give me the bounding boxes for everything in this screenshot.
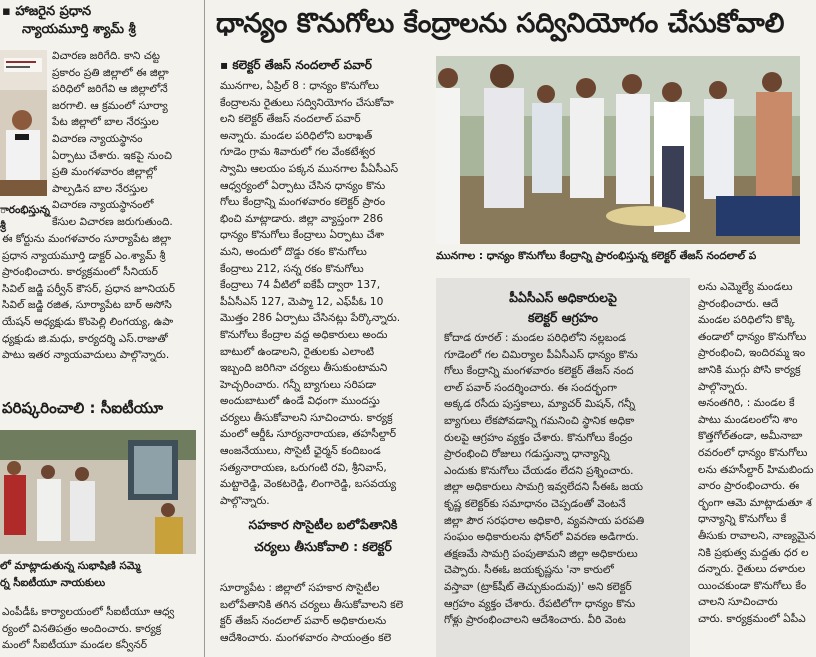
text-line: ఈ కోర్టును మంగళవారం సూర్యాపేట జిల్లా bbox=[2, 233, 171, 245]
text-line: సివిల్ జడ్జి పర్వీన్ కౌసర్, ప్రధాన జూనియర్ bbox=[2, 282, 175, 295]
box-body bbox=[444, 330, 684, 629]
main-photo bbox=[436, 56, 800, 244]
text-line: గోళ్లు ప్రారంభించాలని ఆదేశించారు. వీరి వెంట bbox=[444, 614, 626, 627]
text-line: ప్రకారం ప్రతి జిల్లాలో ఈ జిల్లా bbox=[52, 66, 169, 79]
text-line: ఆదేశించారు. మంగళవారం సాయంత్రం కలె bbox=[220, 631, 392, 644]
text-line: బలోపేతానికి తగిన చర్యలు తీసుకోవాలని కలె bbox=[220, 598, 404, 611]
text-line: చెప్పారు. సీఈఓ జయకృష్ణను 'నా కారులో bbox=[444, 564, 614, 577]
text-line: గూడెంలో గల చిమిర్యాల పీఏసీఎస్ ధాన్యం కొను bbox=[444, 348, 638, 361]
text-line: ప్రతి మంగళవారం జిల్లాల్లో bbox=[52, 166, 157, 179]
text-line: తీసుకు రావాలని, నాణ్యమైన bbox=[698, 529, 816, 542]
text-line: ఇబ్బంది జరిగినా చర్యలు తీసుకుంటామని bbox=[220, 362, 388, 375]
left-headline-line: న్యాయమూర్తి శ్యామ్ శ్రీ bbox=[22, 22, 136, 37]
main-article bbox=[220, 78, 426, 509]
text-line: జిల్లా అధికారులు సామగ్రి ఇవ్వలేదని సీఈఓ జయ bbox=[444, 481, 643, 494]
text-line: భించి మాట్లాడారు. జిల్లా వ్యాప్తంగా 286 bbox=[220, 212, 384, 225]
text-line: లని కలెక్టర్ తేజస్ నందలాల్ పవార్ bbox=[220, 113, 361, 126]
text-line: ధాన్యాన్ని కొనుగోలు కే bbox=[698, 513, 787, 526]
left-headline-citu: పరిష్కరించాలి : సీఐటీయూ bbox=[2, 399, 164, 417]
text-line: ఆధ్వర్యంలో ఏర్పాటు చేసిన ధాన్యం కొను bbox=[220, 179, 386, 192]
left-photo2-caption bbox=[0, 558, 200, 592]
text-line: పరిధిలో జరిగేవి ఆ జిల్లాలోనే bbox=[52, 83, 168, 96]
right-column bbox=[698, 279, 816, 627]
text-line: గూడెం గ్రామ శివారులో గల వేంకటేశ్వర bbox=[220, 146, 376, 159]
box-headline-line: కలెక్టర్ ఆగ్రహం bbox=[527, 310, 599, 325]
text-line: అక్కడ రసీదు పుస్తకాలు, మ్యాచర్ మిషన్, గన్నీ bbox=[444, 398, 635, 411]
sub-headline bbox=[220, 514, 426, 558]
text-line: ఎంపీడీఓ కార్యాలయంలో సీఐటీయూ ఆధ్వ bbox=[2, 606, 175, 618]
column-divider bbox=[204, 0, 205, 657]
text-line: యేషన్ అధ్యక్షుడు కొంపెల్లి లింగయ్య, ఉపా bbox=[2, 315, 174, 328]
text-line: ర్భంగా ఆమె మాట్లాడుతూ శ bbox=[698, 496, 812, 509]
collector-photo-illustration bbox=[436, 56, 800, 244]
left-photo-caption-line: ారంభిస్తున్న bbox=[0, 204, 50, 216]
text-line: కోదాడ రూరల్ : మండల పరిధిలోని నల్లబండ bbox=[444, 332, 626, 344]
text-line: ర్యంలో వినతిపత్రం అందించారు. కార్యక్ర bbox=[2, 622, 162, 635]
text-line: ధ్యక్షుడు జి.మధు, కార్యదర్శి ఎస్.రాజుతో bbox=[2, 332, 168, 345]
text-line: ఏర్పాటు చేశారు. ఇకపై నుంచి bbox=[52, 149, 173, 162]
byline-text: కలెక్టర్ తేజస్ నందలాల్ పవార్ bbox=[232, 58, 372, 72]
text-line: కొనుగోలు కేంద్రాల వద్ద అధికారులు అందు bbox=[220, 328, 388, 341]
text-line: యించకుండా కొనుగోలు కేం bbox=[698, 579, 807, 592]
text-line: ఎందుకు కొనుగోలు చేయడం లేదని ప్రశ్నించారు. bbox=[444, 464, 634, 477]
main-photo-caption: మునగాల : ధాన్యం కొనుగోలు కేంద్రాన్ని ప్రారంభిస్తున్న కలెక్టర్ తేజస్ నందలాల్ ప bbox=[436, 250, 757, 262]
text-line: ప్రారంభించారు. కార్యక్రమంలో సీనియర్ bbox=[2, 266, 158, 279]
text-line: మంలో సీఐటీయూ మండల కన్వీనర్ bbox=[2, 639, 148, 652]
box-article bbox=[436, 278, 690, 657]
text-line: రులపై ఆగ్రహం వ్యక్తం చేశారు. కొనుగోలు కేంద్రం bbox=[444, 431, 633, 444]
text-line: స్వామి ఆలయం పక్కన మునగాల పీఏసీఎస్ bbox=[220, 162, 399, 175]
left-headline-line: ▪ హాజరైన ప్రధాన bbox=[2, 4, 92, 19]
text-line: ప్రారంభించారు. ఆదే bbox=[698, 297, 779, 310]
text-line: ఆగ్రహం వ్యక్తం చేశారు. రేపటిలోగా ధాన్యం కొను bbox=[444, 597, 636, 610]
text-line: పాల్గొన్నారు. bbox=[220, 494, 270, 507]
text-line: విచారణ జరిగేది. కాని చట్ట bbox=[52, 50, 160, 62]
left-headline bbox=[2, 3, 198, 39]
text-line: హెచ్చరించారు. గన్నీ బ్యాగులు సరిపడా bbox=[220, 378, 377, 391]
byline bbox=[220, 56, 428, 74]
sub-headline-line: చర్యలు తీసుకోవాలి : కలెక్టర్ bbox=[254, 539, 392, 554]
left-photo2-caption-line: ర్న సీఐటీయూ నాయకులు bbox=[0, 577, 106, 589]
text-line: మంలో ఆర్డీఓ సూర్యనారాయణ, తహసీల్దార్ bbox=[220, 428, 397, 441]
text-line: ప్రారంభించి రోజులు గడుస్తున్నా ధాన్యాన్ని bbox=[444, 448, 610, 461]
text-line: కేంద్రాలు 74 వీటిలో ఐకేపీ ద్వారా 137, bbox=[220, 279, 381, 292]
text-line: పాల్పడిన బాల నేరస్తుల bbox=[52, 182, 148, 195]
left-body-bottom bbox=[2, 231, 198, 364]
text-line: తండాలో ధాన్యం కొనుగోలు bbox=[698, 330, 807, 343]
text-line: చాలని సూచించారు bbox=[698, 596, 778, 609]
text-line: గోలు కేంద్రాన్ని మంగళవారం కలెక్టర్ తేజస్ నంద bbox=[444, 365, 634, 378]
citu-photo-illustration bbox=[0, 430, 196, 554]
text-line: అనంతగిరి, : మండల కే bbox=[698, 397, 795, 410]
text-line: పాటు మండలంలోని శాం bbox=[698, 413, 798, 426]
sub-headline-line: సహకార సొసైటీల బలోపేతానికి bbox=[248, 517, 398, 532]
text-line: ప్రారంభించి, ఇందిరమ్మ ఇం bbox=[698, 347, 806, 360]
text-line: పాటు ఇతర న్యాయవాదులు పాల్గొన్నారు. bbox=[2, 349, 170, 362]
text-line: ధాన్యం కొనుగోలు కేంద్రాలు ఏర్పాటు చేశా bbox=[220, 229, 385, 242]
left-photo-citu bbox=[0, 430, 196, 554]
text-line: విచారణ న్యాయస్థానంలో bbox=[52, 199, 154, 212]
text-line: క్టర్ తేజస్ నందలాల్ పవార్ అధికారులను bbox=[220, 615, 387, 628]
text-line: జిల్లా పౌర సరఫరాల అధికారి, వ్యవసాయ పరపతి bbox=[444, 514, 645, 527]
text-line: కేసుల విచారణ జరుగుతుంది. bbox=[52, 215, 173, 228]
text-line: రవరంలో ధాన్యం కొనుగోలు bbox=[698, 446, 808, 459]
text-line: గోలు కేంద్రాన్ని మంగళవారం కలెక్టర్ ప్రారం bbox=[220, 196, 386, 209]
text-line: మొత్తం 286 ఏర్పాటు చేసినట్లు పేర్కొన్నారు. bbox=[220, 312, 401, 325]
left-photo-caption bbox=[0, 202, 50, 234]
left-photo2-caption-line: లో మాట్లాడుతున్న సుభాషిణి సమ్మె bbox=[0, 560, 141, 572]
left-body-top bbox=[52, 48, 198, 231]
text-line: కృష్ణ కలెక్టర్‌కు సమాధానం చెప్పడంతో వెంటనే bbox=[444, 497, 626, 510]
text-line: సూర్యాపేట : జిల్లాలో సహకార సొసైటీల bbox=[220, 582, 380, 594]
text-line: నికి ప్రభుత్వ మద్దతు ధర ల bbox=[698, 546, 809, 559]
text-line: కేంద్రాలు 212, సన్న రకం కొనుగోలు bbox=[220, 262, 364, 275]
text-line: పీఏసీఎస్ 127, మెప్మా 12, ఎఫ్‌పీఓ 10 bbox=[220, 295, 384, 308]
text-line: లను ఎమ్మెల్యే మండలు bbox=[698, 281, 793, 293]
text-line: పేట జిల్లాలో బాల నేరస్తుల bbox=[52, 116, 159, 129]
text-line: కేంద్రాలను రైతులు సద్వినియోగం చేసుకోవా bbox=[220, 96, 394, 109]
text-line: జానికి ముగ్గు పోసి కార్యక్ర bbox=[698, 363, 801, 376]
text-line: లాల్ పవార్ సందర్శించారు. ఈ సందర్భంగా bbox=[444, 381, 617, 394]
left-body-citu bbox=[2, 604, 198, 654]
text-line: మట్టారెడ్డి, వెంకటరెడ్డి, లింగారెడ్డి, బసవయ్య bbox=[220, 478, 397, 491]
text-line: కొత్తగోల్‌తండా, అమీనాబా bbox=[698, 430, 803, 443]
text-line: ప్రధాన న్యాయమూర్తి డాక్టర్ ఎం.శ్యామ్ శ్రీ bbox=[2, 249, 166, 262]
text-line: మని, అందులో దొడ్డు రకం కొనుగోలు bbox=[220, 245, 367, 258]
text-line: వారం ప్రారంభించారు. ఈ bbox=[698, 480, 800, 493]
text-line: అన్నారు. మండల పరిధిలోని బరాఖత్ bbox=[220, 129, 373, 142]
sub-article bbox=[220, 580, 426, 646]
text-line: దన్నారు. రైతులు దళారుల bbox=[698, 563, 806, 576]
text-line: బాటులో ఉండాలని, రైతులకు ఎలాంటి bbox=[220, 345, 375, 358]
box-headline bbox=[436, 288, 690, 328]
text-line: మునగాల, ఏప్రిల్ 8 : ధాన్యం కొనుగోలు bbox=[220, 80, 379, 92]
text-line: సంఘం అధికారులను ఫోన్‌లో వివరణ అడిగారు. bbox=[444, 531, 639, 544]
text-line: జరగాలి. ఆ క్రమంలో సూర్యా bbox=[52, 99, 168, 112]
text-line: పాల్గొన్నారు. bbox=[698, 380, 748, 393]
main-headline: ధాన్యం కొనుగోలు కేంద్రాలను సద్వినియోగం చేసుకోవాలి bbox=[216, 8, 785, 39]
text-line: ఆంజనేయులు, సొసైటీ ఛైర్మన్ కందిబండ bbox=[220, 445, 381, 458]
text-line: చర్యలు తీసుకోవాలని సూచించారు. కార్యక్ర bbox=[220, 411, 393, 424]
text-line: మండల పరిధిలోని కొక్కి bbox=[698, 314, 795, 327]
judge-photo-illustration bbox=[0, 50, 47, 196]
text-line: బ్యాగులు లేకపోవడాన్ని గమనించి స్థానిక అధికా bbox=[444, 414, 635, 427]
text-line: సత్యనారాయణ, ఒరుగంటి రవి, శ్రీనివాస్, bbox=[220, 461, 387, 474]
text-line: చారు. కార్యక్రమంలో ఏపీఎ bbox=[698, 612, 806, 625]
text-line: విచారణ న్యాయస్థానం bbox=[52, 132, 143, 145]
bullet-icon: ▪ bbox=[220, 58, 233, 72]
text-line: లను తహసీల్దార్ హిమబిందు bbox=[698, 463, 814, 476]
left-photo-judge bbox=[0, 50, 47, 196]
text-line: తక్షణమే సామగ్రి పంపుతామని జిల్లా అధికారులు bbox=[444, 547, 638, 560]
box-headline-line: పీఏసీఎస్ అధికారులపై bbox=[509, 290, 617, 305]
text-line: సివిల్ జడ్జి రజిత, సూర్యాపేట బార్ అసోసి bbox=[2, 299, 172, 312]
text-line: అందుబాటులో ఉండే విధంగా ముందస్తు bbox=[220, 395, 380, 408]
left-photo-caption-line: శ్రీ bbox=[0, 220, 6, 232]
text-line: వస్తావా (ట్రాక్‌షీట్ తెచ్చుకుందువు)' అని కలెక్టర్ bbox=[444, 580, 632, 593]
